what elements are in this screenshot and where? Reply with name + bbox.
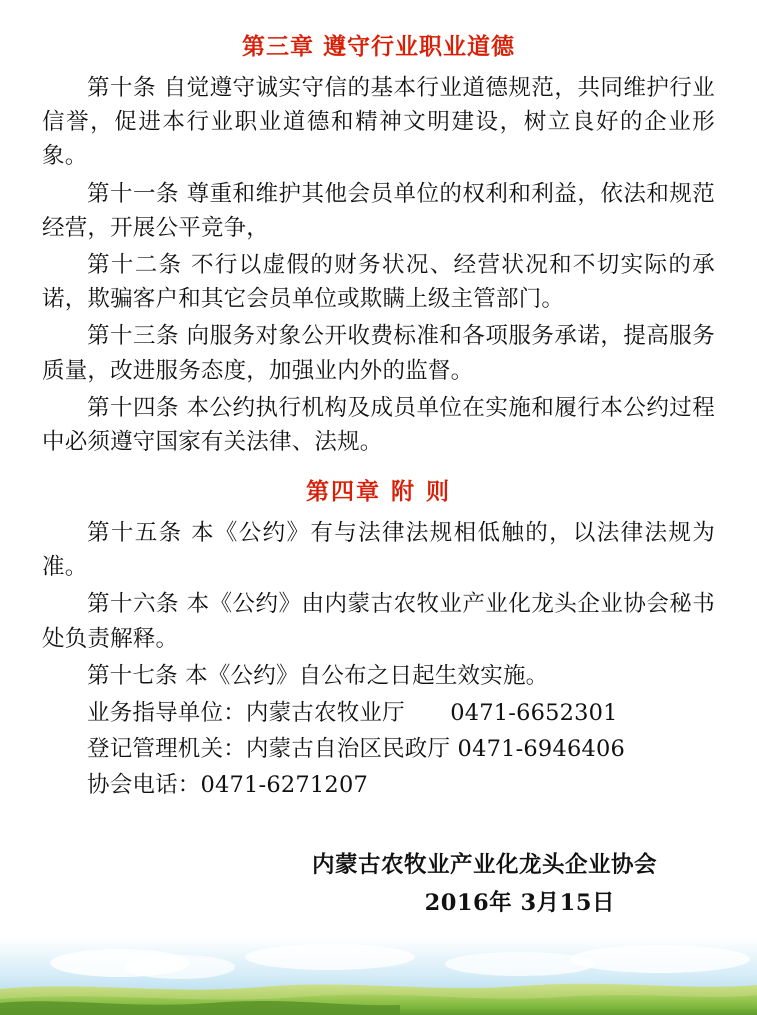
article-16: 第十六条 本《公约》由内蒙古农牧业产业化龙头企业协会秘书处负责解释。	[42, 591, 715, 652]
article-11: 第十一条 尊重和维护其他会员单位的权利和利益，依法和规范经营，开展公平竞争，	[42, 180, 715, 241]
article-15: 第十五条 本《公约》有与法律法规相低触的，以法律法规为准。	[42, 520, 715, 581]
article-12: 第十二条 不行以虚假的财务状况、经营状况和不切实际的承诺，欺骗客户和其它会员单位或欺瞒上级主管部门。	[42, 251, 715, 313]
article-10: 第十条 自觉遵守诚实守信的基本行业道德规范，共同维护行业信誉，促进本行业职业道德和精神文明建设，树立良好的企业形象。	[42, 75, 715, 170]
article-17: 第十七条 本《公约》自公布之日起生效实施。	[87, 662, 549, 689]
article-14: 第十四条 本公约执行机构及成员单位在实施和履行本公约过程中必须遵守国家有关法律、法规。	[42, 394, 715, 455]
contact-guidance-unit: 业务指导单位：内蒙古农牧业厅 0471-6652301	[87, 700, 618, 726]
article-13: 第十三条 向服务对象公开收费标准和各项服务承诺，提高服务质量，改进服务态度，加强业内外的监督。	[42, 323, 715, 384]
signature-organization: 内蒙古农牧业产业化龙头企业协会	[311, 851, 657, 878]
chapter-3-heading: 第三章 遵守行业职业道德	[241, 34, 515, 60]
chapter-4-heading: 第四章 附 则	[305, 479, 451, 506]
contact-association-phone: 协会电话：0471-6271207	[87, 772, 368, 799]
landscape-illustration	[0, 937, 757, 1015]
signature-block	[42, 847, 715, 917]
contact-registration-authority: 登记管理机关：内蒙古自治区民政厅 0471-6946406	[87, 736, 626, 763]
signature-date: 2016年 3月15日	[424, 889, 615, 916]
decorative-landscape-footer	[0, 937, 757, 1015]
